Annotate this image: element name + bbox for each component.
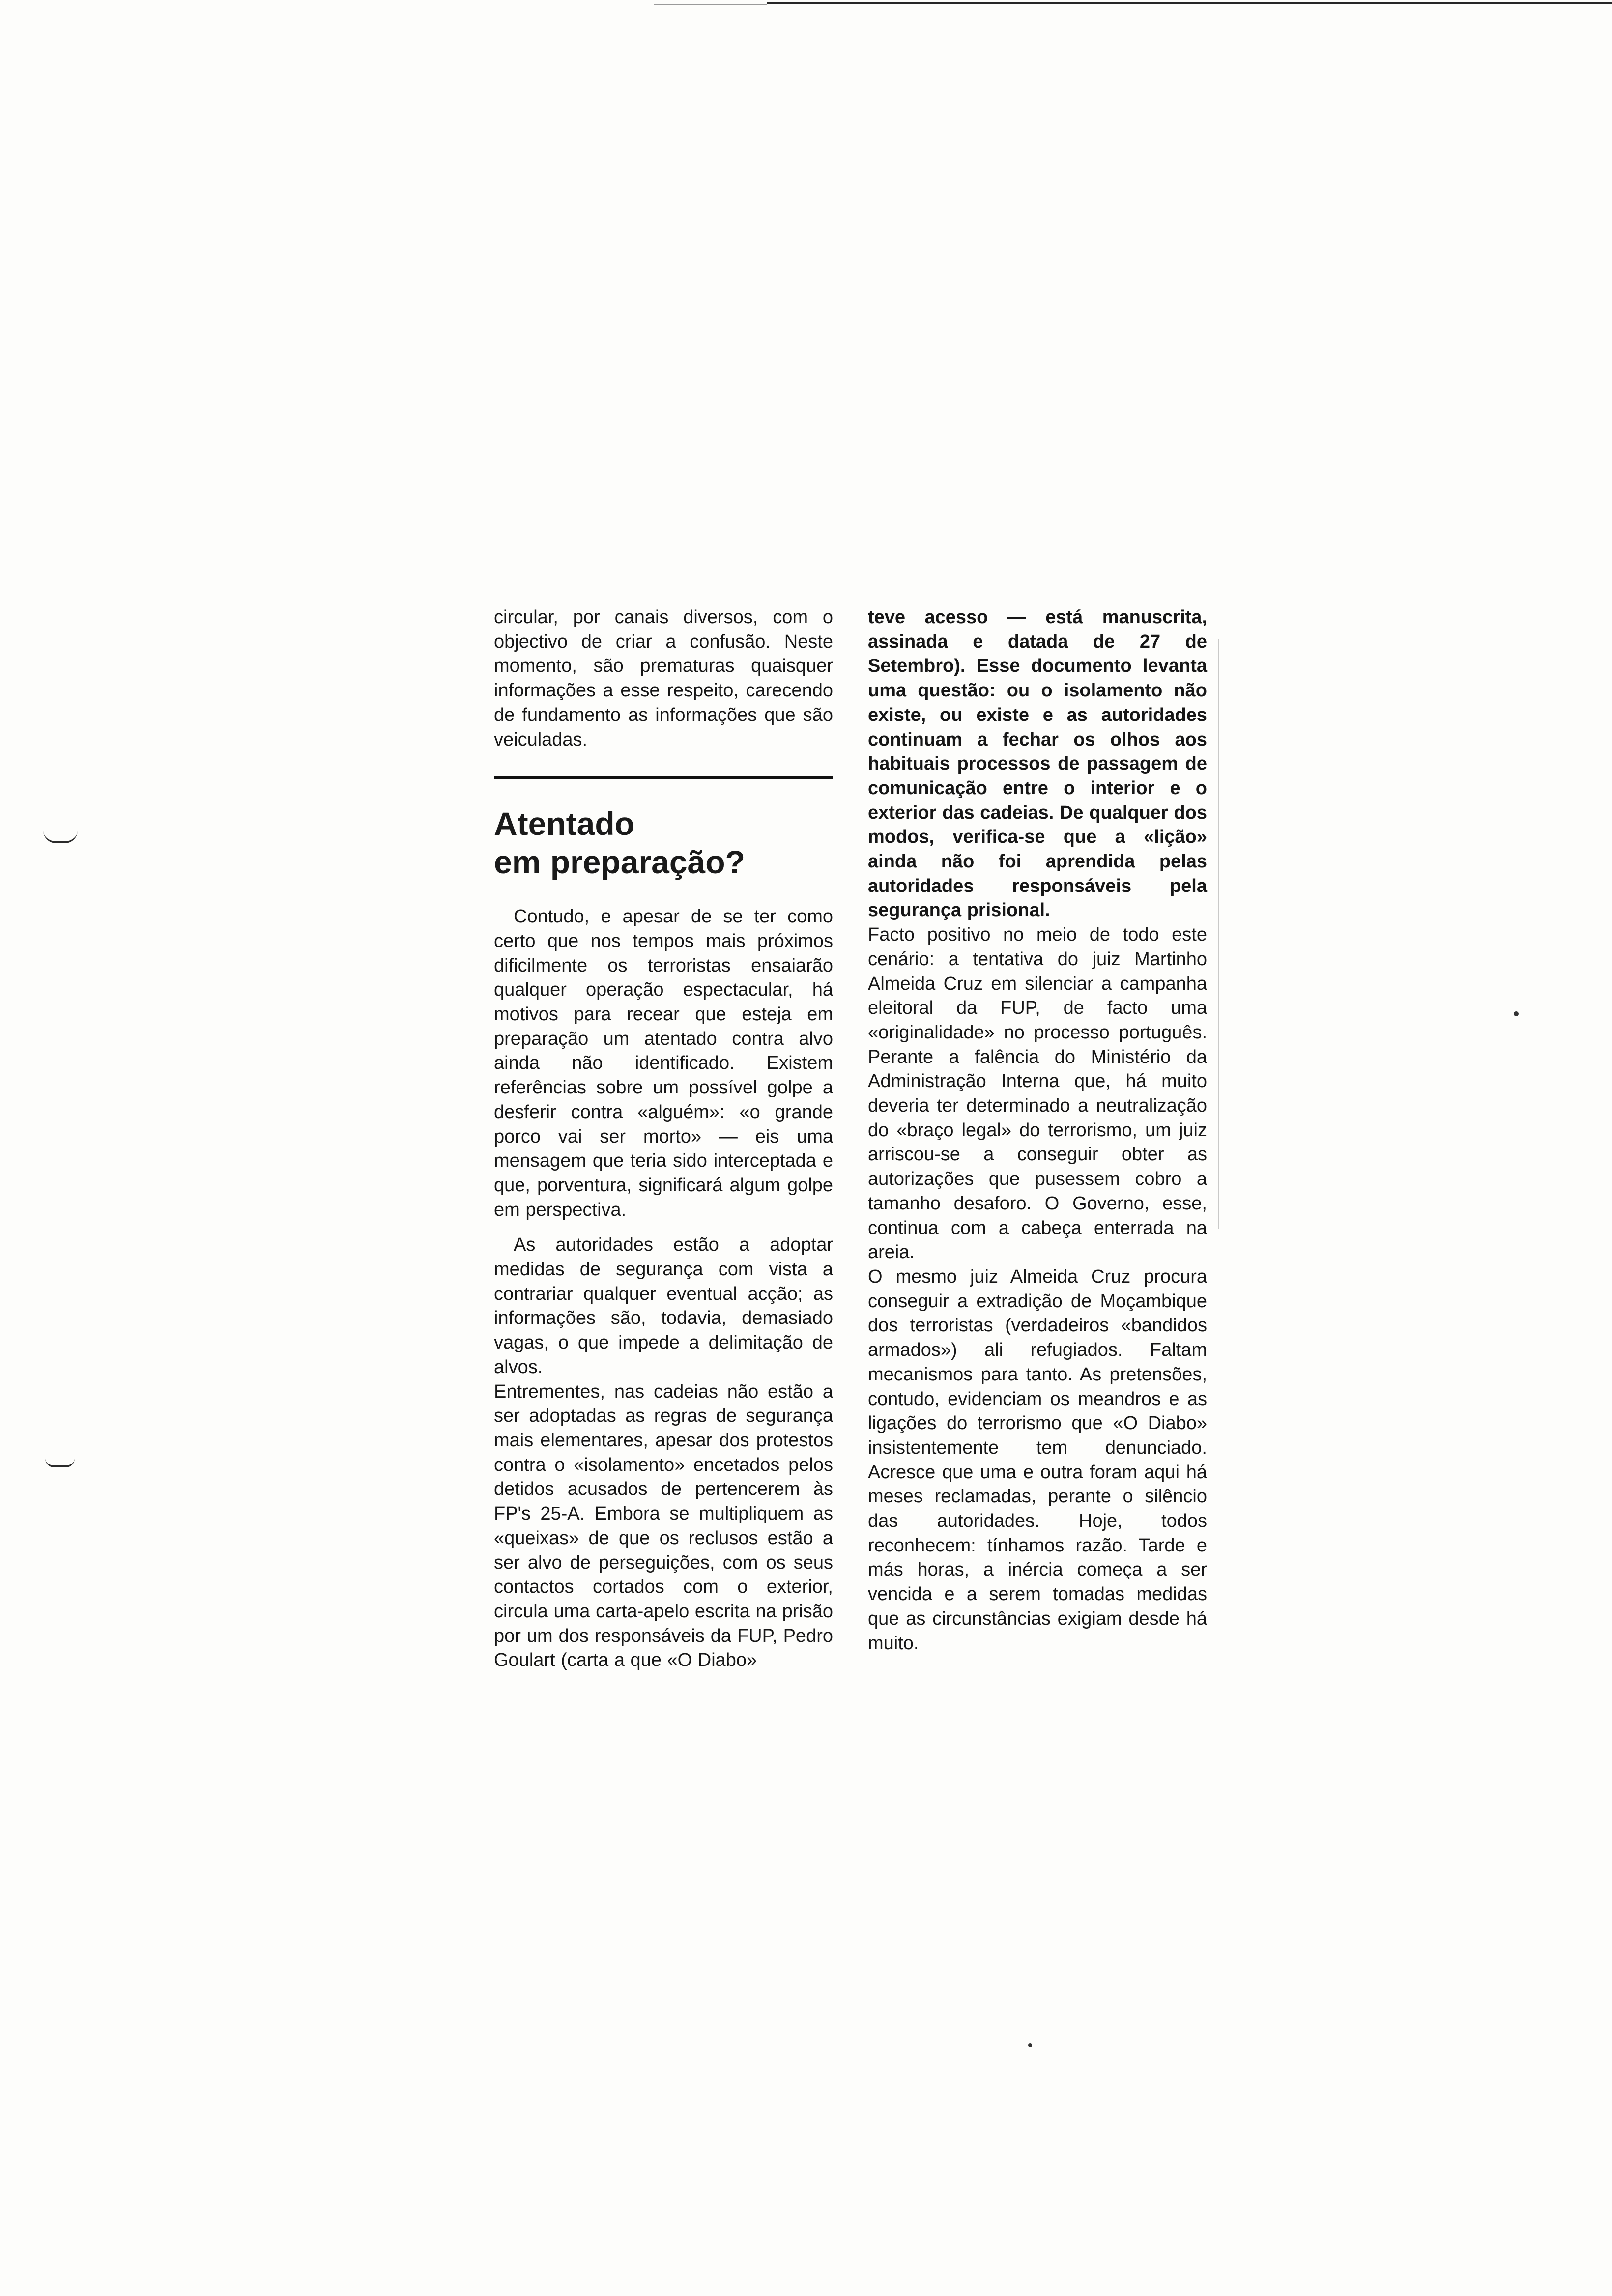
body-paragraph: As autoridades estão a adoptar medidas de segurança com vista a contrariar qualquer eventual acção; as informações são, todavia, demasiado vagas, o que impede a delimitação de alvos. (494, 1234, 833, 1378)
body-paragraph: O mesmo juiz Almeida Cruz procura conseguir a extradição de Moçambique dos terroristas (verdadeiros «bandidos armados») ali refugiados. Faltam mecanismos para tanto. As pretensões, contudo, evidenciam os meandros e as ligações do terrorismo que «O Diabo» insistentemente tem denunciado. Acresce que uma e outra foram aqui há meses reclamadas, perante o silêncio das autoridades. Hoje, todos reconhecem: tínhamos razão. Tarde e más horas, a inércia começa a ser vencida e a serem tomadas medidas que as circunstâncias exigiam desde há muito. (868, 1266, 1207, 1654)
margin-scan-mark (43, 831, 78, 843)
margin-scan-mark (45, 1459, 75, 1467)
article-column-right (868, 605, 1207, 1656)
scan-edge-line-faint (654, 4, 767, 5)
section-divider (494, 776, 833, 779)
scan-fold-line (1218, 639, 1219, 1229)
section-heading (494, 804, 833, 881)
intro-paragraph: circular, por canais diversos, com o objectivo de criar a confusão. Neste momento, são prematuras quaisquer informações a esse respeito, carecendo de fundamento as informações que são veiculadas. (494, 607, 833, 750)
scan-speck (1514, 1011, 1519, 1016)
body-paragraph: teve acesso — está manuscrita, assinada e datada de 27 de Setembro). Esse documento levanta uma questão: ou o isolamento não existe, ou existe e as autoridades continuam a fechar os olhos aos habituais processos de passagem de comunicação entre o interior e o exterior das cadeias. De qualquer dos modos, verifica-se que a «lição» ainda não foi aprendida pelas autoridades responsáveis pela segurança prisional. (868, 607, 1207, 921)
section-heading-line: em preparação? (494, 844, 745, 881)
section-heading-line: Atentado (494, 805, 634, 842)
article-column-left (494, 605, 833, 1673)
body-paragraph: Entrementes, nas cadeias não estão a ser adoptadas as regras de segurança mais elementares, apesar dos protestos contra o «isolamento» encetados pelos detidos acusados de pertencerem às FP's 25-A. Embora se multipliquem as «queixas» de que os reclusos estão a ser alvo de perseguições, com os seus contactos cortados com o exterior, circula uma carta-apelo escrita na prisão por um dos responsáveis da FUP, Pedro Goulart (carta a que «O Diabo» (494, 1381, 833, 1671)
scan-edge-line (767, 2, 1612, 4)
body-paragraph: Facto positivo no meio de todo este cenário: a tentativa do juiz Martinho Almeida Cruz em silenciar a campanha eleitoral da FUP, de facto uma «originalidade» no processo português. Perante a falência do Ministério da Administração Interna que, há muito deveria ter determinado a neutralização do «braço legal» do terrorismo, um juiz arriscou-se a conseguir obter as autorizações que pusessem cobro a tamanho desaforo. O Governo, esse, continua com a cabeça enterrada na areia. (868, 924, 1207, 1263)
scan-speck (1028, 2043, 1032, 2047)
body-paragraph: Contudo, e apesar de se ter como certo que nos tempos mais próximos dificilmente os terroristas ensaiarão qualquer operação espectacular, há motivos para recear que esteja em preparação um atentado contra alvo ainda não identificado. Existem referências sobre um possível golpe a desferir contra «alguém»: «o grande porco vai ser morto» — eis uma mensagem que teria sido interceptada e que, porventura, significará algum golpe em perspectiva. (494, 906, 833, 1220)
